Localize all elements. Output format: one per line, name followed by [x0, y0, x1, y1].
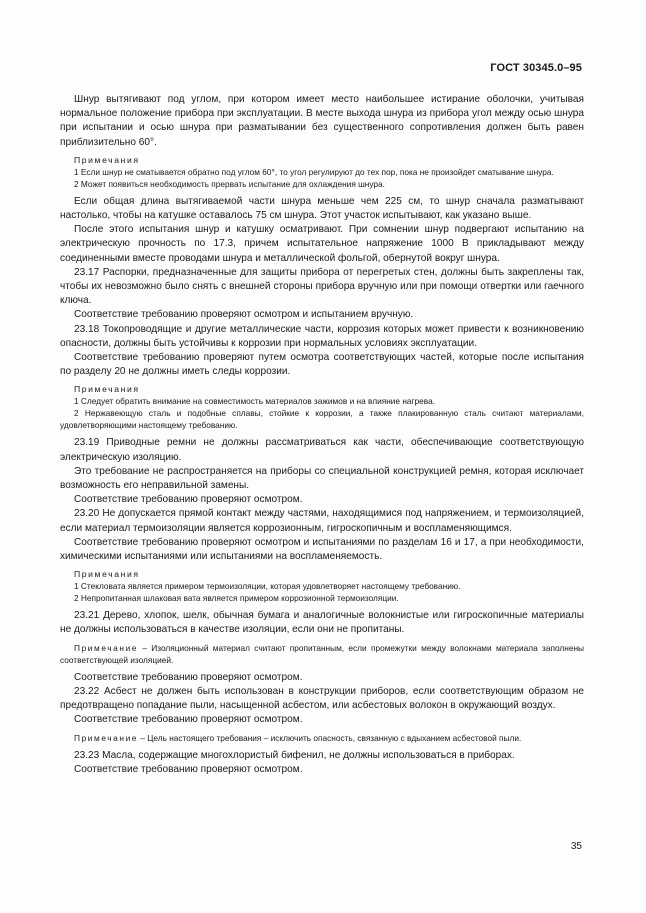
notes-block — [60, 154, 584, 190]
paragraph: 23.20 Не допускается прямой контакт между частями, находящимися под напряжением, и термоизоляцией, если материал термоизоляции является коррозионным, гигроскопичным и воспламеняющимся. — [60, 508, 584, 534]
note-item: 1 Если шнур не сматывается обратно под углом 60°, то угол регулируют до тех пор, пока не произойдет сматывание шнура. — [74, 166, 554, 177]
note-lead: Примечание — [74, 642, 139, 653]
notes-heading: Примечания — [74, 384, 140, 395]
paragraph: Это требование не распространяется на приборы со специальной конструкцией ремня, которая исключает возможность его неправильной замены. — [60, 465, 584, 492]
paragraph: 23.17 Распорки, предназначенные для защиты прибора от перегретых стен, должны быть закреплены так, чтобы их невозможно было снять с внешней стороны прибора вручную или при помощи отвертки или гаечного ключа. — [60, 266, 584, 307]
paragraph: 23.21 Дерево, хлопок, шелк, обычная бумага и аналогичные волокнистые или гигроскопичные материалы не должны использоваться в качестве изоляции, если они не пропитаны. — [60, 610, 584, 636]
paragraph: Соответствие требованию проверяют путем осмотра соответствующих частей, которые после испытания по разделу 20 не должны иметь следы коррозии. — [60, 352, 584, 378]
notes-block — [60, 642, 584, 666]
paragraph: 23.18 Токопроводящие и другие металлические части, коррозия которых может привести к возникновению опасности, должны быть устойчивы к коррозии при нормальных условиях эксплуатации. — [60, 323, 584, 349]
paragraph: Если общая длина вытягиваемой части шнура меньше чем 225 см, то шнур сначала разматывают настолько, чтобы на катушке оставалось 75 см шнура. Этот участок испытывают, как указано выше. — [60, 195, 584, 222]
paragraph: 23.22 Асбест не должен быть использован в конструкции приборов, если соответствующим образом не предотвращено попадание пыли, насыщенной асбестом, или асбестовых волокон в окружающий воздух. — [60, 685, 584, 712]
paragraph: Соответствие требованию проверяют осмотром. — [74, 671, 303, 683]
note-item — [60, 642, 584, 666]
note-text: – Изоляционный материал считают пропитанным, если промежутки между волокнами материала заполнены соответствующей изоляцией. — [60, 642, 584, 665]
note-item: 2 Нержавеющую сталь и подобные сплавы, стойкие к коррозии, а также плакированную сталь считают материалами, удовлетворяющими настоящему требованию. — [60, 408, 584, 431]
note-lead: Примечание — [74, 732, 139, 743]
notes-heading: Примечания — [74, 154, 140, 165]
note-item: 1 Следует обратить внимание на совместимость материалов зажимов и на влияние нагрева. — [74, 396, 436, 407]
document-header: ГОСТ 30345.0–95 — [490, 62, 582, 74]
paragraph: Соответствие требованию проверяют осмотром и испытанием вручную. — [74, 309, 414, 321]
notes-block — [60, 732, 584, 744]
document-body — [60, 93, 584, 777]
paragraph: Соответствие требованию проверяют осмотром. — [74, 714, 303, 726]
paragraph: Соответствие требованию проверяют осмотром и испытаниями по разделам 16 и 17, а при необходимости, химическими испытаниями или испытаниями на воспламеняемость. — [60, 536, 584, 563]
paragraph: Соответствие требованию проверяют осмотром. — [74, 494, 303, 506]
note-text: – Цель настоящего требования – исключить опасность, связанную с вдыханием асбестовой пыли. — [138, 732, 522, 743]
page-number: 35 — [570, 841, 582, 852]
paragraph: После этого испытания шнур и катушку осматривают. При сомнении шнур подвергают испытанию на электрическую прочность по 17.3, причем испытательное напряжение 1000 В прикладывают между соединенными вместе проводами шнура и металлической фольгой, обернутой вокруг шнура. — [60, 224, 584, 264]
notes-block — [60, 568, 584, 604]
note-item — [60, 732, 584, 744]
notes-block — [60, 383, 584, 431]
paragraph: Соответствие требованию проверяют осмотром. — [74, 763, 303, 775]
note-item: 2 Может появиться необходимость прервать испытание для охлаждения шнура. — [74, 178, 385, 189]
paragraph: Шнур вытягивают под углом, при котором имеет место наибольшее истирание оболочки, учитывая нормальное положение прибора при эксплуатации. В месте выхода шнура из прибора угол между осью шнура при испытании и осью шнура при разматывании без существенного сопротивления должен быть равен приблизительно 60°. — [60, 94, 584, 148]
paragraph: 23.23 Масла, содержащие многохлористый бифенил, не должны использоваться в приборах. — [74, 749, 515, 761]
note-item: 1 Стекловата является примером термоизоляции, которая удовлетворяет настоящему требованию. — [74, 581, 461, 592]
note-item: 2 Непропитанная шлаковая вата является примером коррозионной термоизоляции. — [74, 593, 399, 604]
notes-heading: Примечания — [74, 569, 140, 580]
paragraph: 23.19 Приводные ремни не должны рассматриваться как части, обеспечивающие соответствующую электрическую изоляцию. — [60, 437, 584, 463]
